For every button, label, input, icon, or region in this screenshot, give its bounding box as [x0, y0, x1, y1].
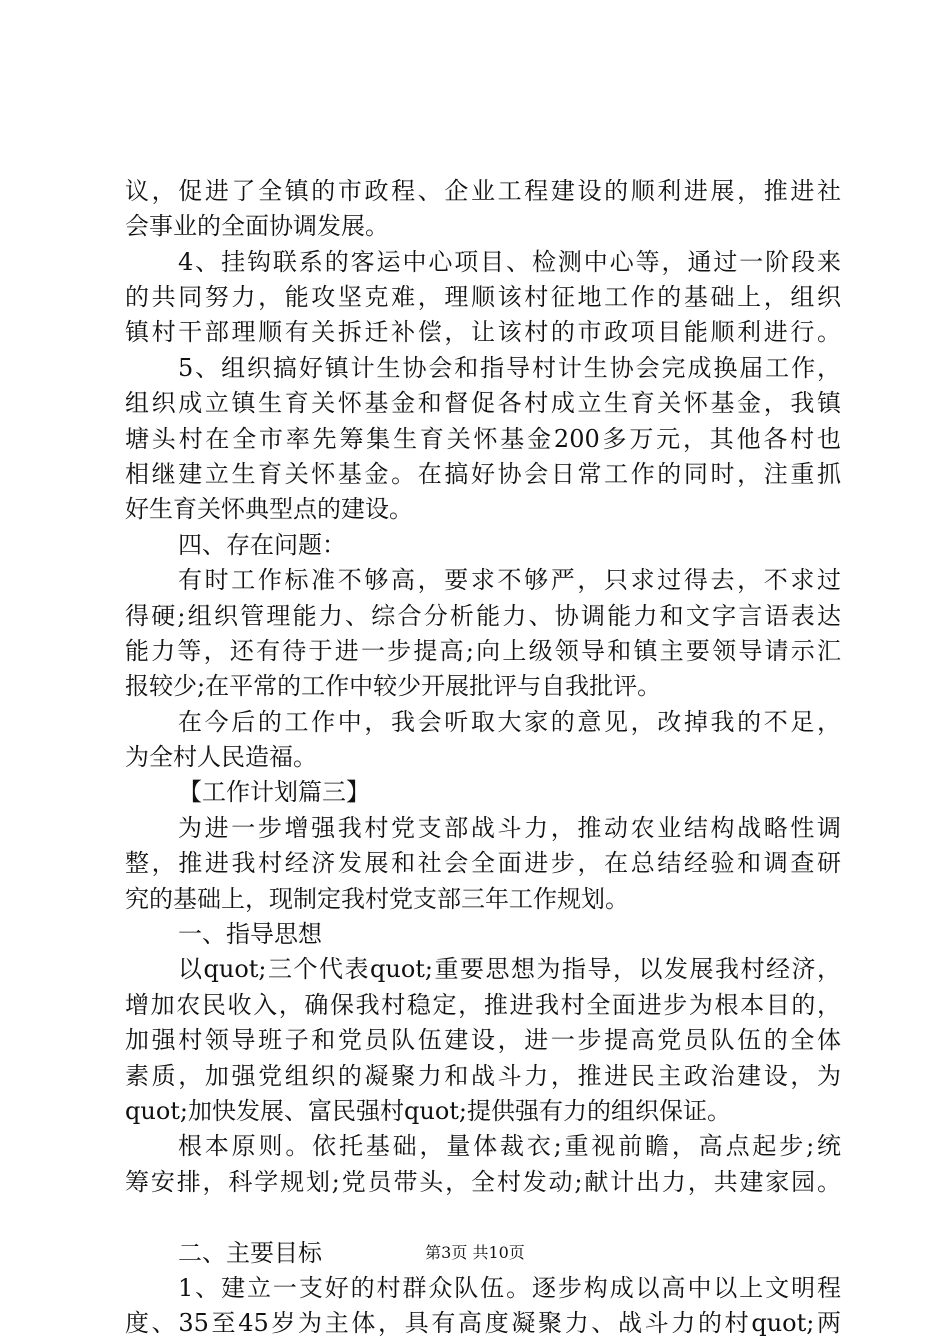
text-line: 1、建立一支好的村群众队伍。逐步构成以高中以上文明程 — [178, 1274, 841, 1302]
text-line: 的共同努力，能攻坚克难，理顺该村征地工作的基础上，组织 — [125, 283, 841, 311]
text-line: 加强村领导班子和党员队伍建设，进一步提高党员队伍的全体 — [125, 1026, 841, 1054]
text-line: 能力等，还有待于进一步提高;向上级领导和镇主要领导请示汇 — [125, 637, 841, 665]
text-line: 根本原则。依托基础，量体裁衣;重视前瞻，高点起步;统 — [178, 1132, 841, 1160]
text-line: 素质，加强党组织的凝聚力和战斗力，推进民主政治建设，为 — [125, 1062, 841, 1090]
text-line: 镇村干部理顺有关拆迁补偿，让该村的市政项目能顺利进行。 — [125, 318, 841, 346]
text-line: 4、挂钩联系的客运中心项目、检测中心等，通过一阶段来 — [178, 248, 841, 276]
text-line: 究的基础上，现制定我村党支部三年工作规划。 — [125, 885, 629, 913]
text-line: 以quot;三个代表quot;重要思想为指导，以发展我村经济， — [178, 955, 841, 983]
text-line: 度、35至45岁为主体，具有高度凝聚力、战斗力的村quot;两 — [125, 1309, 841, 1337]
section-heading: 一、指导思想 — [178, 920, 322, 948]
text-line: 筹安排，科学规划;党员带头，全村发动;献计出力，共建家园。 — [125, 1168, 841, 1196]
text-line: 5、组织搞好镇计生协会和指导村计生协会完成换届工作， — [178, 354, 841, 382]
text-line: 组织成立镇生育关怀基金和督促各村成立生育关怀基金，我镇 — [125, 389, 841, 417]
section-heading: 【工作计划篇三】 — [178, 778, 370, 806]
text-line: 整，推进我村经济发展和社会全面进步，在总结经验和调查研 — [125, 849, 841, 877]
text-line: 增加农民收入，确保我村稳定，推进我村全面进步为根本目的， — [125, 991, 841, 1019]
section-heading: 四、存在问题： — [178, 531, 346, 559]
text-line: 塘头村在全市率先筹集生育关怀基金200多万元，其他各村也 — [125, 425, 841, 453]
text-line: 会事业的全面协调发展。 — [125, 212, 389, 240]
text-line: 相继建立生育关怀基金。在搞好协会日常工作的同时，注重抓 — [125, 460, 841, 488]
text-line: 为全村人民造福。 — [125, 743, 317, 771]
text-line: 得硬;组织管理能力、综合分析能力、协调能力和文字言语表达 — [125, 602, 841, 630]
text-line: 议，促进了全镇的市政程、企业工程建设的顺利进展，推进社 — [125, 177, 841, 205]
text-line: 报较少;在平常的工作中较少开展批评与自我批评。 — [125, 672, 662, 700]
page-footer: 第3页 共10页 — [425, 1243, 525, 1262]
text-line: 为进一步增强我村党支部战斗力，推动农业结构战略性调 — [178, 814, 841, 842]
text-line: 好生育关怀典型点的建设。 — [125, 495, 413, 523]
text-line: 有时工作标准不够高，要求不够严，只求过得去，不求过 — [178, 566, 841, 594]
text-line: quot;加快发展、富民强村quot;提供强有力的组织保证。 — [125, 1097, 731, 1125]
text-line: 在今后的工作中，我会听取大家的意见，改掉我的不足， — [178, 708, 841, 736]
section-heading: 二、主要目标 — [178, 1239, 322, 1267]
